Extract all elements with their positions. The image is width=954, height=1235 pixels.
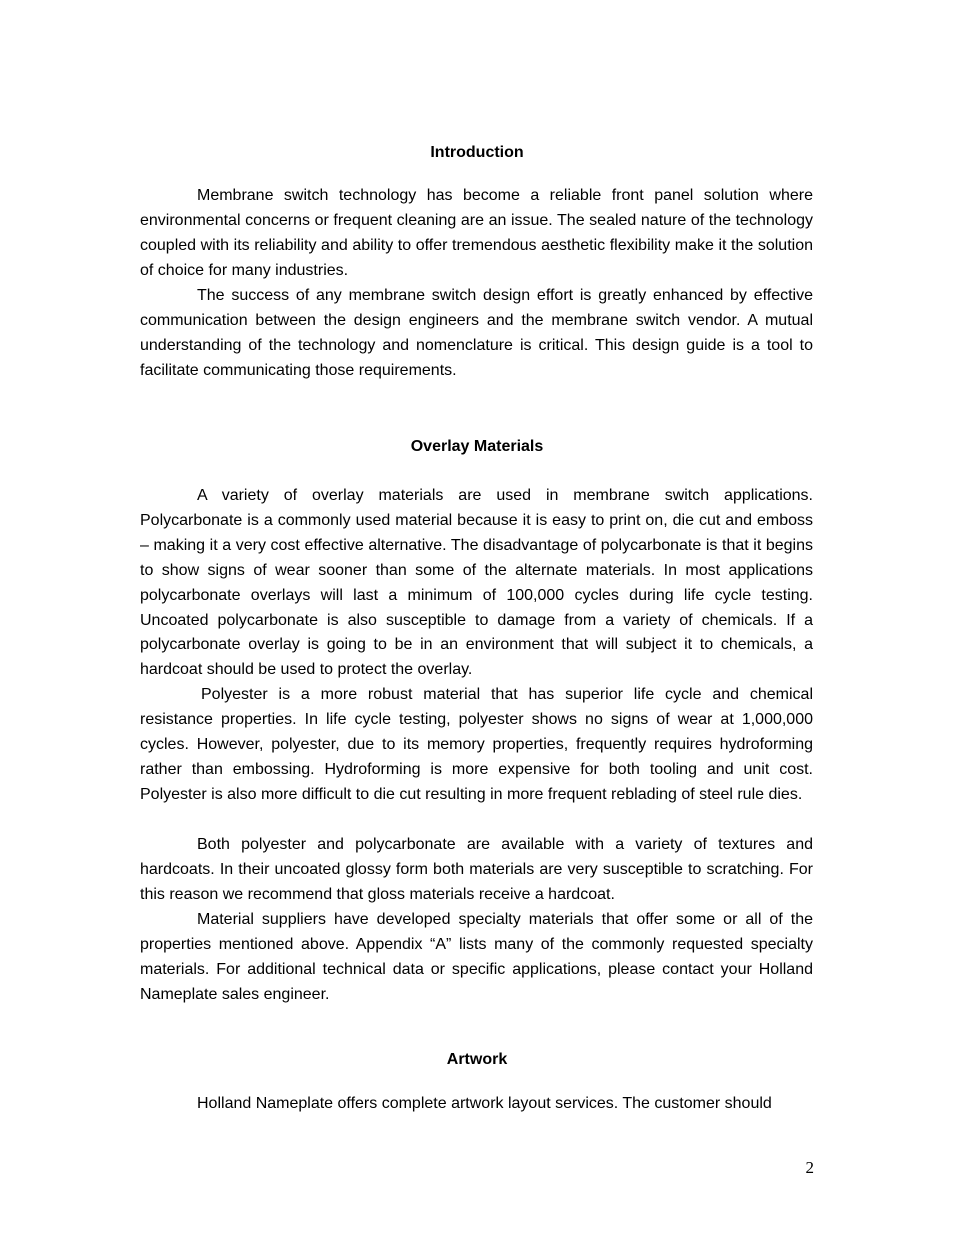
heading-artwork: Artwork (446, 1051, 508, 1068)
overlay-paragraph-4: Material suppliers have developed specialty materials that offer some or all of the properties mentioned above. Appendix “A” lists many of the commonly requested specialty materials. For additional technical data or specific applications, please contact your Holland Nameplate sales engineer. (140, 911, 813, 1003)
overlay-paragraph-2: Polyester is a more robust material that has superior life cycle and chemical resistance properties. In life cycle testing, polyester shows no signs of wear at 1,000,000 cycles. However, polyester, due to its memory properties, frequently requires hydroforming rather than embossing. Hydroforming is more expensive for both tooling and unit cost. Polyester is also more difficult to die cut resulting in more frequent reblading of steel rule dies. (140, 686, 813, 803)
overlay-paragraph-1: A variety of overlay materials are used in membrane switch applications. Polycarbonate is a commonly used material because it is easy to print on, die cut and emboss – making it a very cost effective alternative. The disadvantage of polycarbonate is that it begins to show signs of wear sooner than some of the alternate materials. In most applications polycarbonate overlays will last a minimum of 100,000 cycles during life cycle testing. Uncoated polycarbonate is also susceptible to damage from a variety of chemicals. If a polycarbonate overlay is going to be in an environment that will subject it to chemicals, a hardcoat should be used to protect the overlay. (140, 487, 813, 679)
artwork-paragraph-1: Holland Nameplate offers complete artwork layout services. The customer should (197, 1095, 772, 1112)
introduction-paragraph-2: The success of any membrane switch design effort is greatly enhanced by effective communication between the design engineers and the membrane switch vendor. A mutual understanding of the technology and nomenclature is critical. This design guide is a tool to facilitate communicating those requirements. (140, 287, 813, 379)
page-number: 2 (805, 1158, 814, 1177)
heading-introduction: Introduction (430, 144, 524, 161)
introduction-paragraph-1: Membrane switch technology has become a reliable front panel solution where environmental concerns or frequent cleaning are an issue. The sealed nature of the technology coupled with its reliability and ability to offer tremendous aesthetic flexibility make it the solution of choice for many industries. (140, 187, 813, 279)
overlay-paragraph-3: Both polyester and polycarbonate are available with a variety of textures and hardcoats. In their uncoated glossy form both materials are very susceptible to scratching. For this reason we recommend that gloss materials receive a hardcoat. (140, 836, 813, 903)
heading-overlay-materials: Overlay Materials (410, 438, 544, 455)
